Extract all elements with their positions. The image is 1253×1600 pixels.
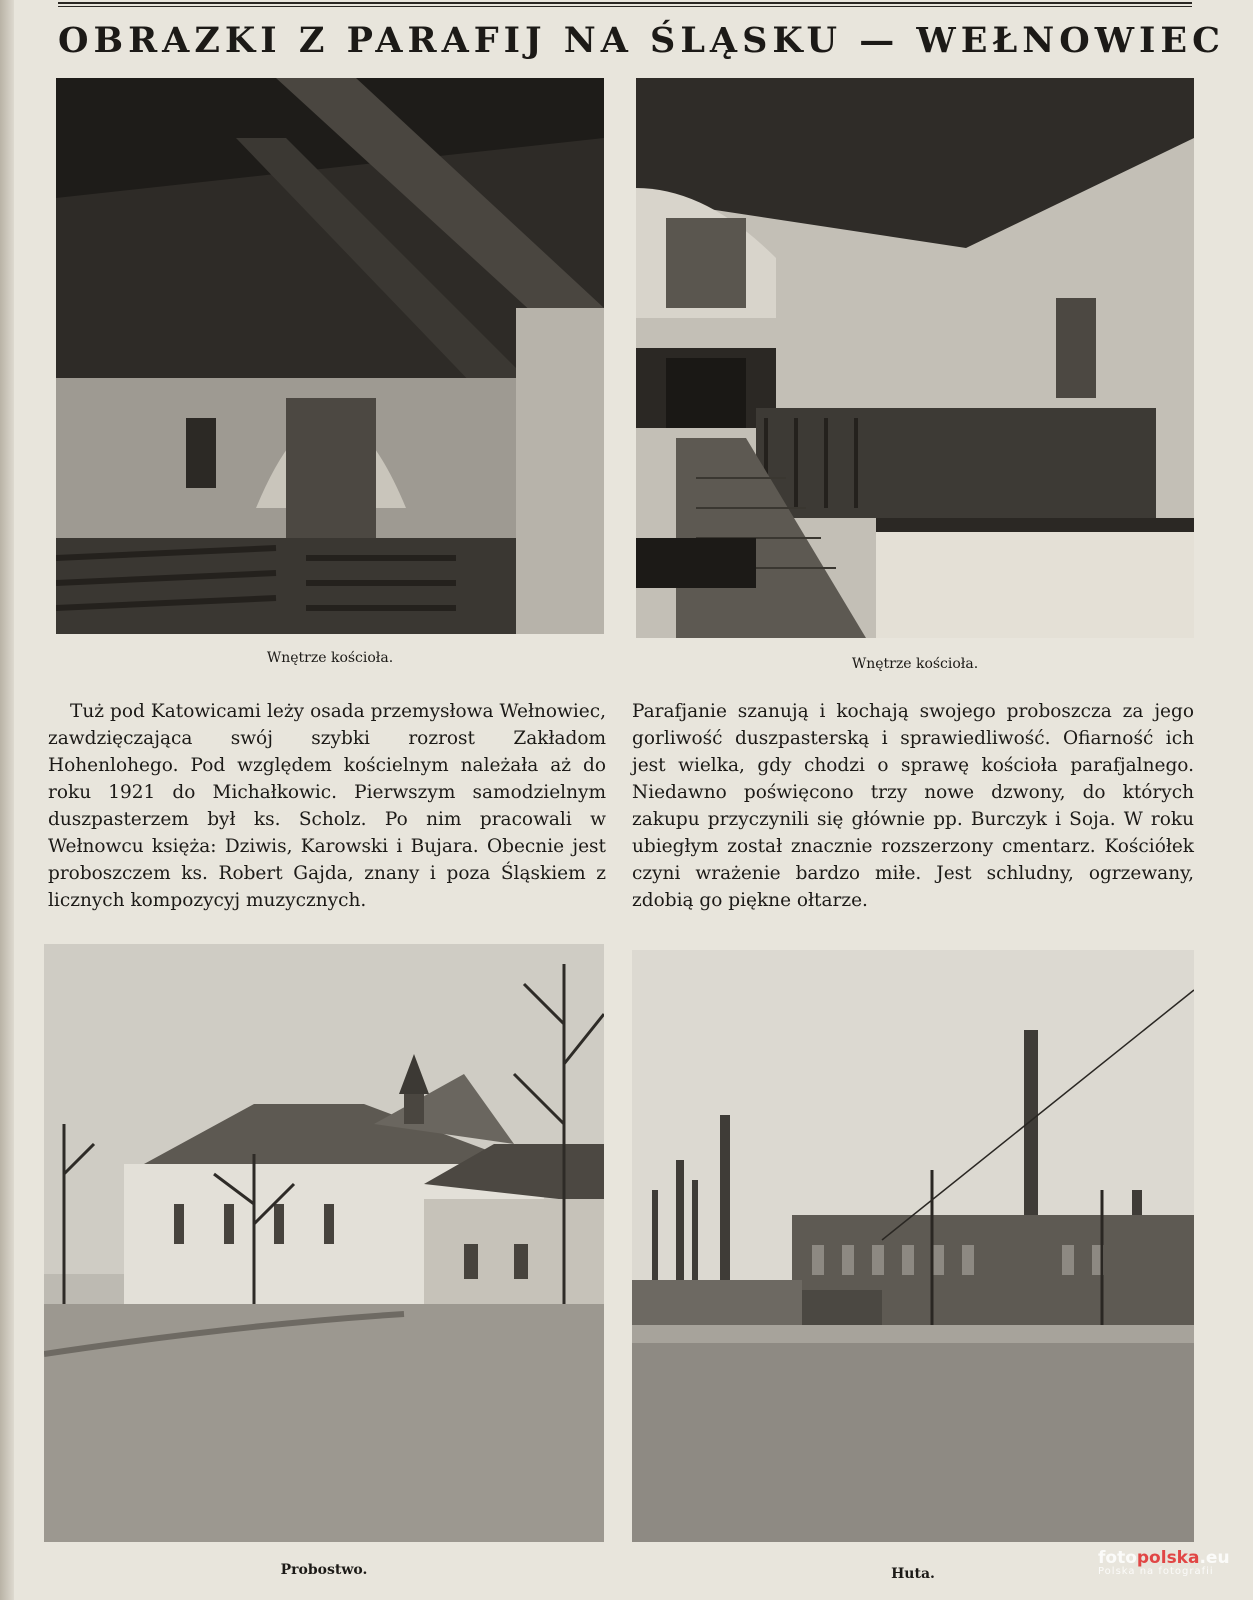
page-title: OBRAZKI Z PARAFIJ NA ŚLĄSKU — WEŁNOWIEC	[58, 20, 1225, 61]
watermark-brand-suffix: .eu	[1199, 1548, 1230, 1568]
article-paragraph-left: Tuż pod Katowicami leży osada przemysłowa Wełnowiec, zawdzięczająca swój szybki rozrost Zakładom Hohenlohego. Pod względem kościelnym należała aż do roku 1921 do Michałkowic. Pierwszym samodzielnym duszpasterzem był ks. Scholz. Po nim pracowali w Wełnowcu księża: Dziwis, Karowski i Bujara. Obecnie jest proboszczem ks. Robert Gajda, znany i poza Śląskiem z licznych kompozycyj muzycznych.	[48, 701, 606, 911]
article-column-right	[632, 698, 1194, 924]
photo-steelworks	[632, 950, 1194, 1542]
caption-top-right: Wnętrze kościoła.	[851, 656, 979, 672]
watermark-brand-prefix: foto	[1098, 1548, 1137, 1568]
watermark-tagline: Polska na fotografii	[1098, 1566, 1214, 1577]
article-column-left	[48, 698, 606, 924]
watermark-logo	[1098, 1548, 1248, 1577]
watermark-brand	[1098, 1548, 1248, 1568]
caption-bottom-left: Probostwo.	[280, 1562, 368, 1578]
article-paragraph-right: Parafjanie szanują i kochają swojego proboszcza za jego gorliwość duszpasterską i sprawiedliwość. Ofiarność ich jest wielka, gdy chodzi o sprawę kościoła parafjalnego. Niedawno poświęcono trzy nowe dzwony, do których zakupu przyczynili się głównie pp. Burczyk i Soja. W roku ubiegłym został znacznie rozszerzony cmentarz. Kościółek czyni wrażenie bardzo miłe. Jest schludny, ogrzewany, zdobią go piękne ołtarze.	[632, 701, 1194, 911]
caption-bottom-right: Huta.	[891, 1566, 935, 1582]
top-rule	[58, 2, 1192, 7]
page-edge	[0, 0, 14, 1600]
photo-church-interior-right	[636, 78, 1194, 638]
photo-church-interior-left	[56, 78, 604, 634]
watermark-brand-accent: polska	[1136, 1548, 1200, 1568]
caption-top-left: Wnętrze kościoła.	[266, 650, 394, 666]
photo-rectory	[44, 944, 604, 1542]
